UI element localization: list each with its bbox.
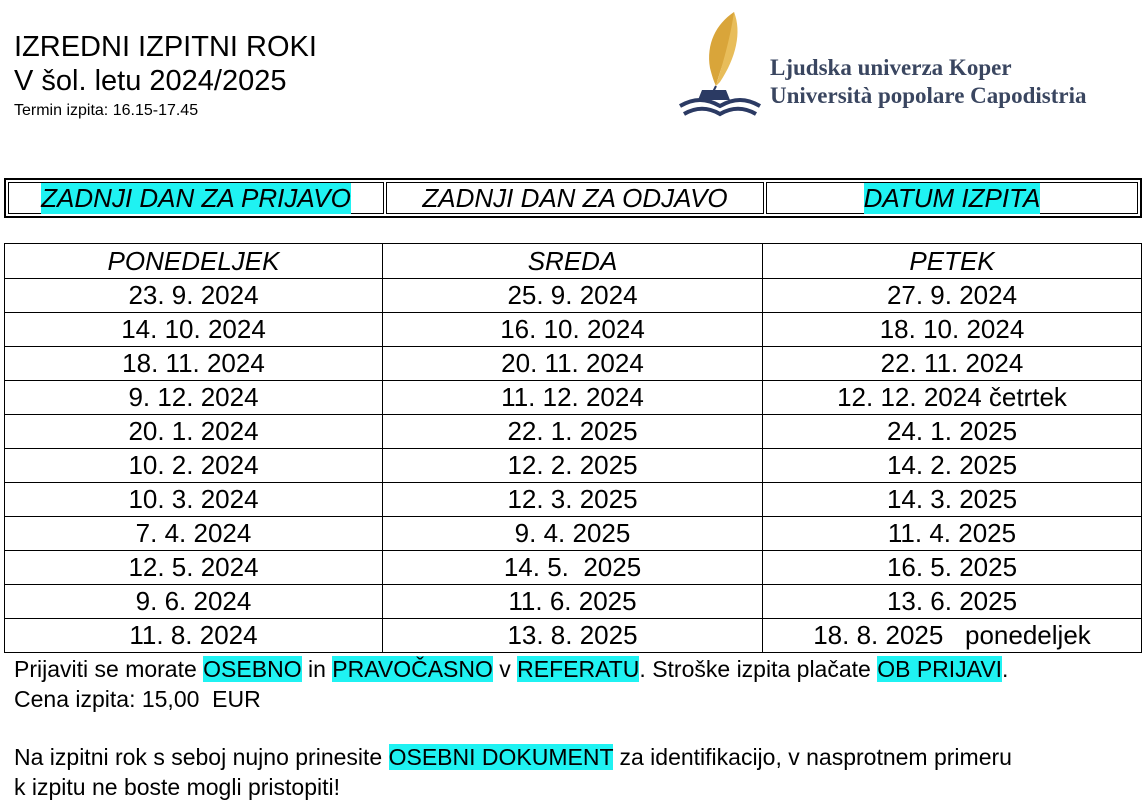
cancellation-date: 12. 2. 2025 (383, 449, 763, 483)
note-highlight: PRAVOČASNO (332, 656, 493, 682)
legend-registration-deadline (8, 182, 384, 214)
cancellation-date: 11. 12. 2024 (383, 381, 763, 415)
id-document-notice-line-2: k izpitu ne boste mogli pristopiti! (14, 774, 340, 800)
id-document-notice (14, 742, 1012, 772)
table-row (5, 483, 1142, 517)
column-legend (4, 178, 1142, 218)
note-text: in (301, 656, 333, 682)
registration-notes (14, 654, 1012, 802)
header-monday: PONEDELJEK (5, 244, 383, 279)
cancellation-date: 12. 3. 2025 (383, 483, 763, 517)
table-row (5, 313, 1142, 347)
legend-label: DATUM IZPITA (863, 182, 1041, 213)
cancellation-date: 11. 6. 2025 (383, 585, 763, 619)
table-row (5, 517, 1142, 551)
note-text: Prijaviti se morate (14, 656, 204, 682)
registration-date: 20. 1. 2024 (5, 415, 383, 449)
legend-label: ZADNJI DAN ZA PRIJAVO (41, 182, 351, 213)
table-header-row (5, 244, 1142, 279)
exam-date: 11. 4. 2025 (763, 517, 1142, 551)
exam-time: Termin izpita: 16.15-17.45 (14, 102, 199, 119)
title-line-2: V šol. letu 2024/2025 (14, 65, 287, 97)
table-row (5, 585, 1142, 619)
table-row (5, 381, 1142, 415)
table-row (5, 279, 1142, 313)
exam-date: 16. 5. 2025 (763, 551, 1142, 585)
exam-date: 24. 1. 2025 (763, 415, 1142, 449)
institution-logo (676, 10, 1146, 120)
note-highlight: OSEBNO (203, 656, 302, 682)
exam-date: 18. 10. 2024 (763, 313, 1142, 347)
exam-date: 27. 9. 2024 (763, 279, 1142, 313)
registration-instructions (14, 654, 1012, 684)
legend-exam-date (766, 182, 1138, 214)
cancellation-date: 14. 5. 2025 (383, 551, 763, 585)
legend-cancellation-deadline (386, 182, 764, 214)
note-highlight: OSEBNI DOKUMENT (388, 744, 614, 770)
registration-date: 10. 3. 2024 (5, 483, 383, 517)
institution-name-slovene: Ljudska univerza Koper (770, 55, 1012, 80)
registration-date: 23. 9. 2024 (5, 279, 383, 313)
table-row (5, 449, 1142, 483)
exam-date: 12. 12. 2024 četrtek (763, 381, 1142, 415)
table-row (5, 415, 1142, 449)
note-highlight: OB PRIJAVI (877, 656, 1003, 682)
registration-date: 18. 11. 2024 (5, 347, 383, 381)
table-row (5, 619, 1142, 653)
header-friday: PETEK (763, 244, 1142, 279)
registration-date: 12. 5. 2024 (5, 551, 383, 585)
institution-name (770, 54, 1086, 110)
document-title (14, 30, 317, 98)
registration-date: 14. 10. 2024 (5, 313, 383, 347)
note-text: . Stroške izpita plačate (639, 656, 878, 682)
table-row (5, 347, 1142, 381)
table-row (5, 551, 1142, 585)
cancellation-date: 25. 9. 2024 (383, 279, 763, 313)
header-wednesday: SREDA (383, 244, 763, 279)
cancellation-date: 20. 11. 2024 (383, 347, 763, 381)
cancellation-date: 22. 1. 2025 (383, 415, 763, 449)
legend-label: ZADNJI DAN ZA ODJAVO (422, 182, 728, 213)
registration-date: 7. 4. 2024 (5, 517, 383, 551)
exam-date: 14. 3. 2025 (763, 483, 1142, 517)
cancellation-date: 16. 10. 2024 (383, 313, 763, 347)
note-text: za identifikacijo, v nasprotnem primeru (613, 744, 1012, 770)
registration-date: 9. 12. 2024 (5, 381, 383, 415)
cancellation-date: 13. 8. 2025 (383, 619, 763, 653)
exam-schedule-table (4, 243, 1142, 653)
exam-price: Cena izpita: 15,00 EUR (14, 686, 261, 712)
note-text: v (492, 656, 518, 682)
cancellation-date: 9. 4. 2025 (383, 517, 763, 551)
exam-date: 14. 2. 2025 (763, 449, 1142, 483)
exam-date: 18. 8. 2025 ponedeljek (763, 619, 1142, 653)
registration-date: 9. 6. 2024 (5, 585, 383, 619)
note-highlight: REFERATU (517, 656, 640, 682)
registration-date: 10. 2. 2024 (5, 449, 383, 483)
note-text: Na izpitni rok s seboj nujno prinesite (14, 744, 389, 770)
quill-ink-icon (676, 10, 766, 120)
note-text: . (1002, 656, 1009, 682)
title-line-1: IZREDNI IZPITNI ROKI (14, 31, 317, 63)
institution-name-italian: Università popolare Capodistria (770, 83, 1087, 108)
exam-date: 13. 6. 2025 (763, 585, 1142, 619)
exam-date: 22. 11. 2024 (763, 347, 1142, 381)
registration-date: 11. 8. 2024 (5, 619, 383, 653)
